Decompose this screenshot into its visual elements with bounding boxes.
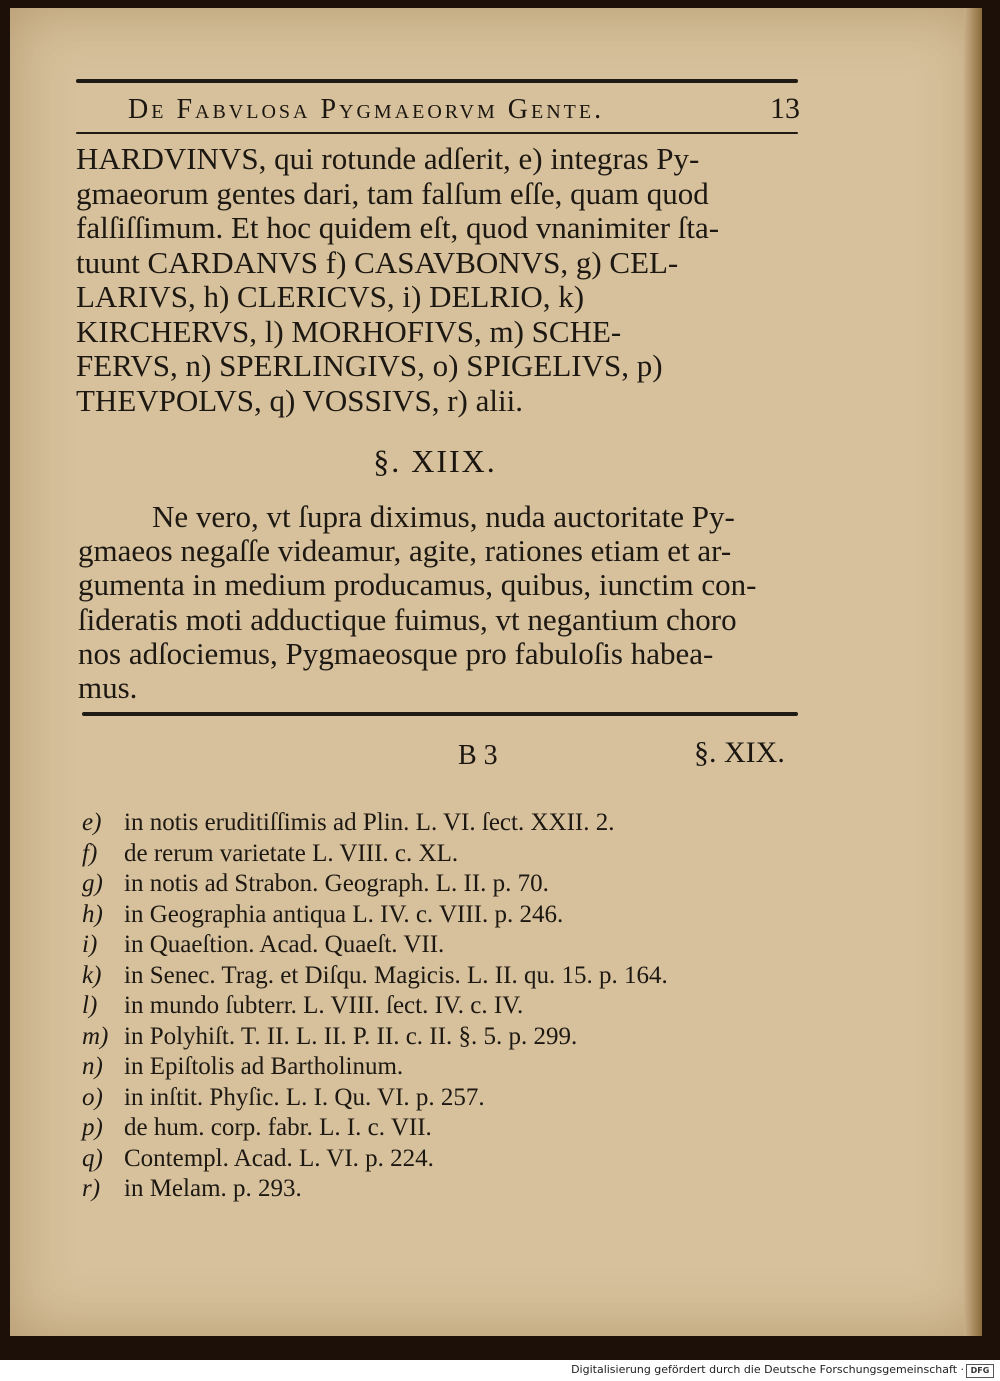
footnote-text: in inſtit. Phyſic. L. I. Qu. VI. p. 257. <box>124 1083 485 1111</box>
footnote-item <box>82 900 782 931</box>
paragraph-line: nos adſociemus, Pygmaeosque pro fabuloſis habea- <box>78 635 714 671</box>
footnote-text: de rerum varietate L. VIII. c. XL. <box>124 839 459 867</box>
footnote-text: in notis ad Strabon. Geograph. L. II. p. 70. <box>124 870 549 897</box>
footnote-item <box>82 869 782 900</box>
footnote-item <box>82 1144 782 1175</box>
page-number: 13 <box>770 92 800 125</box>
footnote-mark: r) <box>82 1175 101 1202</box>
footnote-mark: n) <box>82 1053 103 1080</box>
footnote-mark: l) <box>82 992 98 1019</box>
footnote-text: in Quaeſtion. Acad. Quaeſt. VII. <box>124 931 445 958</box>
footnote-mark: g) <box>82 870 103 897</box>
footnote-mark: e) <box>82 809 102 836</box>
body-line: KIRCHERVS, l) MORHOFIVS, m) SCHE- <box>76 313 622 349</box>
header-underline <box>76 132 798 134</box>
footnote-item <box>82 1052 782 1083</box>
footnote-item <box>82 1022 782 1053</box>
footnote-mark: q) <box>82 1144 103 1172</box>
dfg-logo-icon: DFG <box>966 1364 994 1378</box>
catchword: §. XIX. <box>694 736 785 769</box>
top-rule <box>76 79 798 83</box>
footnote-text: in notis eruditiſſimis ad Plin. L. VI. ſect. XXII. 2. <box>124 809 615 836</box>
footnotes <box>82 808 782 1205</box>
funding-credit: Digitalisierung gefördert durch die Deutsche Forschungsgemeinschaft · <box>571 1363 964 1376</box>
footnote-item <box>82 808 782 839</box>
body-line: falſiſſimum. Et hoc quidem eſt, quod vnanimiter ſta- <box>76 210 720 245</box>
footnote-text: in Epiſtolis ad Bartholinum. <box>124 1053 404 1080</box>
footnote-text: in Melam. p. 293. <box>124 1175 302 1202</box>
body-line: LARIVS, h) CLERICVS, i) DELRIO, k) <box>76 279 585 314</box>
paragraph-line: ſideratis moti adductique fuimus, vt negantium choro <box>78 601 737 637</box>
footnote-text: in Polyhiſt. T. II. L. II. P. II. c. II. §. 5. p. 299. <box>124 1022 578 1050</box>
footnote-mark: k) <box>82 961 102 989</box>
footnote-text: de hum. corp. fabr. L. I. c. VII. <box>124 1114 432 1141</box>
paragraph-line: gumenta in medium producamus, quibus, iunctim con- <box>78 567 757 603</box>
footnote-text: in mundo ſubterr. L. VIII. ſect. IV. c. IV. <box>124 992 524 1019</box>
footnote-item <box>82 1083 782 1114</box>
footnote-mark: h) <box>82 900 103 928</box>
running-title: De Fabvlosa Pygmaeorvm Gente. <box>128 94 605 125</box>
footnote-item <box>82 1113 782 1144</box>
footnote-text: in Geographia antiqua L. IV. c. VIII. p. 246. <box>124 900 564 928</box>
paragraph-line: Ne vero, vt ſupra diximus, nuda auctoritate Py- <box>152 499 735 534</box>
footnote-mark: o) <box>82 1083 103 1111</box>
footnote-separator-rule <box>82 712 798 716</box>
page-spine-edge <box>964 8 982 1336</box>
paragraph-line: mus. <box>78 670 138 706</box>
body-text-block <box>76 142 804 418</box>
footnote-mark: i) <box>82 931 98 958</box>
footnote-item <box>82 961 782 992</box>
body-line: gmaeorum gentes dari, tam falſum eſſe, quam quod <box>76 175 709 211</box>
footnote-item <box>82 930 782 961</box>
signature-mark: B 3 <box>458 740 498 771</box>
footnote-item <box>82 839 782 870</box>
footnote-mark: m) <box>82 1022 109 1050</box>
paragraph-line: gmaeos negaſſe videamur, agite, rationes etiam et ar- <box>78 533 732 569</box>
body-line: tuunt CARDANVS f) CASAVBONVS, g) CEL- <box>76 244 679 280</box>
footnote-text: Contempl. Acad. L. VI. p. 224. <box>124 1144 434 1172</box>
footnote-text: in Senec. Trag. et Diſqu. Magicis. L. II. qu. 15. p. 164. <box>124 961 668 989</box>
section-heading: §. XIIX. <box>373 443 497 479</box>
footnote-item <box>82 991 782 1022</box>
body-line: FERVS, n) SPERLINGIVS, o) SPIGELIVS, p) <box>76 348 663 383</box>
body-line: THEVPOLVS, q) VOSSIVS, r) alii. <box>76 382 523 418</box>
footnote-mark: f) <box>82 839 98 867</box>
footnote-mark: p) <box>82 1114 103 1141</box>
body-line: HARDVINVS, qui rotunde adſerit, e) integras Py- <box>76 141 700 176</box>
paragraph-block <box>78 500 804 705</box>
footnote-item <box>82 1174 782 1205</box>
